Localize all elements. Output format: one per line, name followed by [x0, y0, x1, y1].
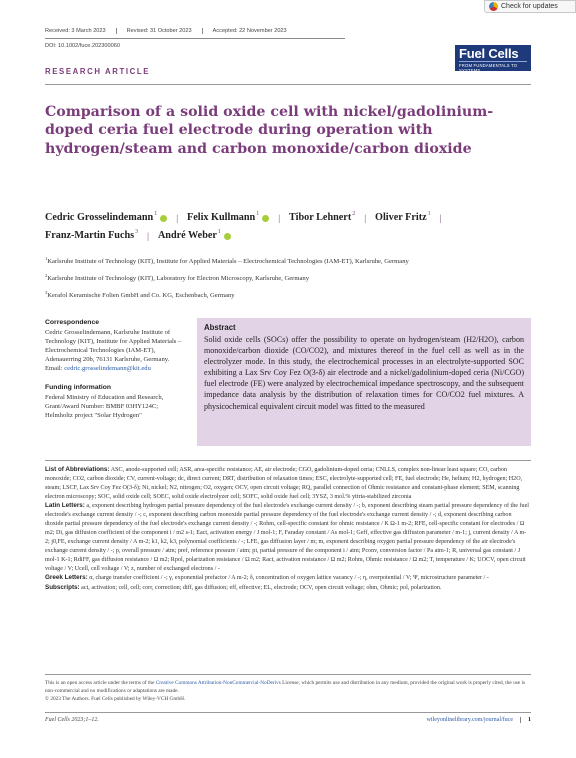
subscripts: Subscripts: act, activation; cell, cell; corr, correction; diff, gas diffusion; eff, effective; EL, electrode; OCV, open circuit voltage; ohm, Ohmic; pol, polarization. [45, 583, 442, 591]
author[interactable]: Cedric Grosselindemann $^1$ [45, 209, 167, 227]
article-type: RESEARCH ARTICLE [45, 67, 151, 76]
journal-logo [455, 45, 531, 71]
doi[interactable]: DOI: 10.1002/fuce.202300060 [45, 43, 120, 49]
license-link[interactable]: Creative Commons Attribution-NonCommercial-NoDerivs [155, 680, 281, 686]
correspondence-text: Cedric Grosselindemann, Karlsruhe Institute of Technology (KIT), Institute for Applied Materials – Electrochemical Technologies (IAM-ET), Adenauerring 20b, 76131 Karlsruhe, Germany. [45, 329, 182, 363]
copyright: © 2023 The Authors. Fuel Cells published by Wiley-VCH GmbH. [45, 696, 186, 702]
abbreviations-section [45, 466, 531, 593]
received-date: Received: 3 March 2023 [45, 28, 106, 34]
author[interactable]: Franz-Martin Fuchs $^3$ [45, 229, 139, 241]
author-list: Cedric Grosselindemann $^1$ | Felix Kullmann $^1$ | Tibor Lehnert $^2$ | Oliver Fritz $^1$ | Franz-Martin Fuchs $^3$ | André Weber $^1$ [45, 209, 531, 245]
orcid-icon[interactable] [262, 215, 269, 222]
orcid-icon[interactable] [224, 233, 231, 240]
footer-url[interactable]: wileyonlinelibrary.com/journal/fuce [426, 717, 513, 723]
divider [45, 84, 531, 85]
page-footer [45, 712, 531, 723]
check-for-updates-label: Check for updates [501, 3, 558, 10]
affiliation-item: $^3$Kerafol Keramische Folien GmbH and Co. KG, Eschenbach, Germany [45, 289, 235, 299]
journal-logo-name: Fuel Cells [459, 46, 519, 61]
author[interactable]: Tibor Lehnert $^2$ [289, 211, 356, 223]
page-number: 1 [520, 717, 531, 723]
latin-letters: Latin Letters: a, exponent describing hydrogen partial pressure dependency of the fuel electrode's exchange current density / -; b, exponent describing steam partial pressure dependency of the fuel electrode's exchange current density / -; c, exponent describing carbon monoxide partial pressure dependency of the fuel electrode's exchange current density / -; d, exponent describing carbon dioxide partial pressure dependency of the fuel electrode's exchange current density / -; Rohm, cell-specific constant for ohmic resistance / K Ω-1 m-2; RFE, cell-specific constant for electrodes / Ω m2; Di, gas diffusion coefficient of the component i / m2 s-1; Eact, activation energy / J mol-1; F, Faraday constant / As mol-1; Geff, effective gas diffusion parameter / m-1; j, current density / A m-2; j0,FE, exchange current density / A m-2; k1, k2, k3, polynomial coefficients / -; LFE, gas diffusion layer / m; m, exponent describing oxygen partial pressure dependency of the air electrode's exchange current density / -; p, overall pressure / atm; pref, reference pressure / atm; pi, partial pressure of the component i / atm; Pconv, conversion factor / Pa atm-1; R, universal gas constant / J mol-1 K-1; RdiFF, gas diffusion resistance / Ω m2; Rpol, polarization resistance / Ω m2; Ract, activation resistance / Ω m2; Rohm, Ohmic resistance / Ω m2; T, temperature / K; UOCV, open circuit voltage / V; Ucell, cell voltage / V; z, number of exchanged electrons / - [45, 502, 529, 572]
abstract-box [197, 318, 531, 446]
divider [45, 460, 531, 461]
funding-block [45, 383, 187, 420]
email-label: Email: [45, 365, 63, 372]
abstract-heading: Abstract [204, 323, 236, 332]
funding-heading: Funding information [45, 384, 112, 391]
check-for-updates-badge[interactable] [484, 0, 576, 13]
abbreviations-list: List of Abbreviations: ASC, anode-supported cell; ASR, area-specific resistance; AE, air electrode; CGO, gadolinium-doped ceria; CNLLS, complex non-linear least square; CO, carbon monoxide; CO2, carbon dioxide; CV, current-voltage; dc, direct current; DRT, distribution of relaxation times; ESC, electrolyte-supported cell; FE, fuel electrode; He, helium; H2, hydrogen; H2O, steam; LSCF, Lax Srv Coy Fez O(3-δ); Ni, nickel; N2, nitrogen; O2, oxygen; OCV, open circuit voltage; RQ, parallel connection of Ohmic resistance and constant-phase element; SEM, scanning electron microscopy; SOC, solid oxide cell; SOEC, solid oxide electrolyzer cell; SOFC, solid oxide fuel cell; 3YSZ, 3 mol.% yttria-stabilized zirconia [45, 466, 523, 500]
affiliation-item: $^2$Karlsruhe Institute of Technology (KIT), Laboratory for Electron Microscopy, Karlsruhe, Germany [45, 272, 309, 282]
journal-logo-tagline: FROM FUNDAMENTALS TO SYSTEMS [459, 61, 527, 73]
orcid-icon[interactable] [160, 215, 167, 222]
author[interactable]: Oliver Fritz $^1$ [375, 211, 431, 223]
author[interactable]: André Weber $^1$ [158, 227, 231, 245]
sidebar-info [45, 318, 187, 430]
divider [45, 674, 531, 675]
author[interactable]: Felix Kullmann $^1$ [187, 209, 269, 227]
license-notice: This is an open access article under the terms of the Creative Commons Attribution-NonCommercial-NoDerivs License, which permits use and distribution in any medium, provided the original work is properly cited, the use is non-commercial and no modifications or adaptations are made. © 2023 The Authors. Fuel Cells published by Wiley-VCH GmbH. [45, 679, 531, 703]
accepted-date: Accepted: 22 November 2023 [202, 28, 287, 34]
correspondence-block [45, 318, 187, 373]
affiliation-item: $^1$Karlsruhe Institute of Technology (KIT), Institute for Applied Materials – Electrochemical Technologies (IAM-ET), Karlsruhe, Germany [45, 256, 409, 266]
greek-letters: Greek Letters: α, charge transfer coefficient / -; γ, exponential prefactor / A m-2; δ, concentration of oxygen lattice vacancy / -; η, overpotential / V; Ψ, microstructure parameter / - [45, 574, 489, 582]
email-link[interactable]: cedric.grosselindemann@kit.edu [64, 365, 151, 372]
crossmark-icon [489, 2, 498, 11]
abstract-text: Solid oxide cells (SOCs) offer the possibility to operate on hydrogen/steam (H2/H2O), carbon monoxide/carbon dioxide (CO/CO2), and mixtures thereof in the fuel cell as well as in the electrolyzer mode. In this study, the electrochemical processes in an electrolyte-supported SOC exhibiting a Lax Srv Coy Fez O(3-δ) air electrode and a nickel/gadolinium-doped ceria (Ni/CGO) fuel electrode (FE) were analyzed by electrochemical impedance spectroscopy, and the subsequent impedance data analysis by the distribution of relaxation times for CO/CO2 fuel mixtures. A physicochemical equivalent circuit model was fitted to the measured [204, 335, 524, 411]
revised-date: Revised: 31 October 2023 [116, 28, 192, 34]
article-title: Comparison of a solid oxide cell with nickel/gadolinium-doped ceria fuel electrode during operation with hydrogen/steam and carbon monoxide/carbon dioxide [45, 104, 494, 157]
affiliations [45, 252, 531, 302]
article-history [45, 28, 345, 49]
correspondence-heading: Correspondence [45, 319, 100, 326]
footer-citation: Fuel Cells 2023;1–12. [45, 717, 99, 723]
funding-text: Federal Ministry of Education and Research, Grant/Award Number: BMBF 03HY124C; Helmholtz project "Solar Hydrogen" [45, 394, 164, 419]
